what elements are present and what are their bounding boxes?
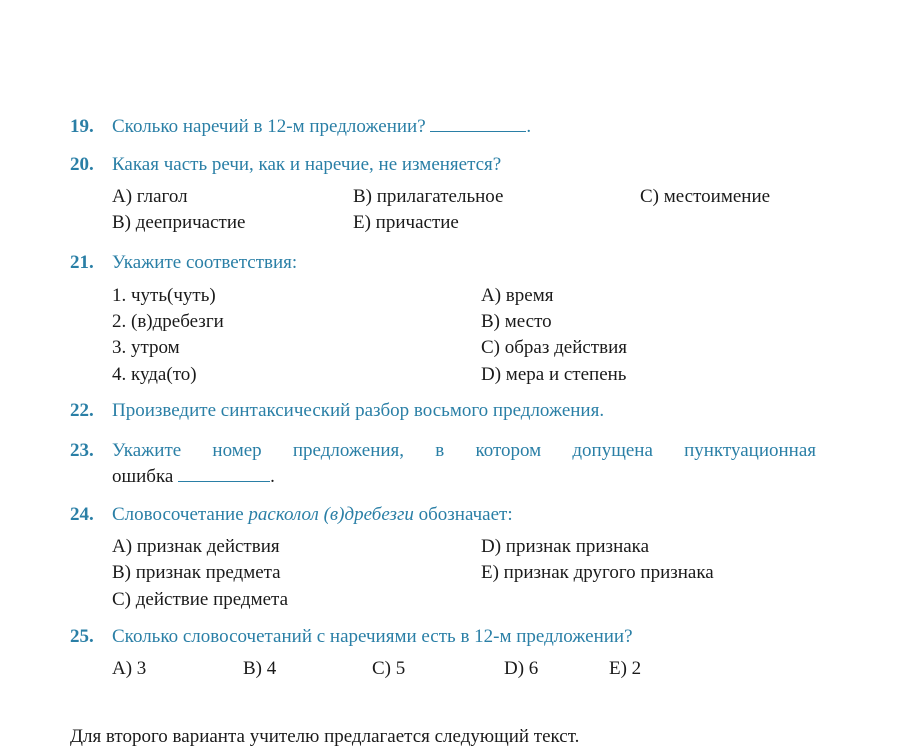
question-text: Словосочетание: [112, 504, 244, 525]
question-text-end: обозначает:: [418, 504, 513, 525]
option: B) 4: [243, 658, 277, 679]
question-number: 25.: [70, 626, 94, 647]
question-number: 19.: [70, 116, 94, 137]
option: A) признак действия: [112, 536, 280, 557]
question-text: Укажите соответствия:: [112, 252, 298, 273]
option: C) 5: [372, 658, 406, 679]
question-text: Произведите синтаксический разбор восьмого предложения.: [112, 400, 605, 421]
question-text: Сколько словосочетаний с наречиями есть в 12-м предложении?: [112, 626, 633, 647]
option: E) признак другого признака: [481, 562, 714, 583]
question-text: Сколько наречий в 12-м предложении?: [112, 116, 426, 137]
match-left-item: 4. куда(то): [112, 364, 197, 385]
match-right-item: D) мера и степень: [481, 364, 627, 385]
option: B) деепричастие: [112, 212, 246, 233]
match-left-item: 1. чуть(чуть): [112, 285, 216, 306]
question-23-number: [70, 440, 112, 462]
option: B) прилагательное: [353, 186, 504, 207]
match-left-item: 3. утром: [112, 337, 180, 358]
question-number: 22.: [70, 400, 94, 421]
answer-blank: [430, 130, 526, 132]
option: D) 6: [504, 658, 539, 679]
question-22: [70, 400, 604, 422]
question-number: 20.: [70, 154, 94, 175]
question-tail: .: [270, 466, 275, 487]
question-number: 21.: [70, 252, 94, 273]
match-right-item: C) образ действия: [481, 337, 627, 358]
question-23-line1: Укажите номер предложения, в котором допущена пунктуационная: [112, 440, 816, 461]
question-24: [70, 504, 513, 526]
footer-note: Для второго варианта учителю предлагается следующий текст.: [70, 726, 580, 747]
answer-blank: [178, 480, 270, 482]
question-text: Какая часть речи, как и наречие, не изменяется?: [112, 154, 502, 175]
question-23-line2: [112, 466, 275, 488]
question-20: [70, 154, 501, 176]
option: C) местоимение: [640, 186, 771, 207]
option: E) 2: [609, 658, 642, 679]
option: A) 3: [112, 658, 147, 679]
question-19: [70, 116, 531, 138]
match-right-item: A) время: [481, 285, 554, 306]
option: A) глагол: [112, 186, 188, 207]
question-tail: .: [526, 116, 532, 137]
question-21: [70, 252, 297, 274]
question-text: ошибка: [112, 466, 174, 487]
match-left-item: 2. (в)дребезги: [112, 311, 224, 332]
option: E) причастие: [353, 212, 459, 233]
option: D) признак признака: [481, 536, 650, 557]
question-number: 23.: [70, 440, 94, 461]
question-phrase: расколол (в)дребезги: [248, 504, 414, 525]
question-25: [70, 626, 633, 648]
question-number: 24.: [70, 504, 94, 525]
option: C) действие предмета: [112, 589, 289, 610]
match-right-item: B) место: [481, 311, 552, 332]
option: B) признак предмета: [112, 562, 281, 583]
